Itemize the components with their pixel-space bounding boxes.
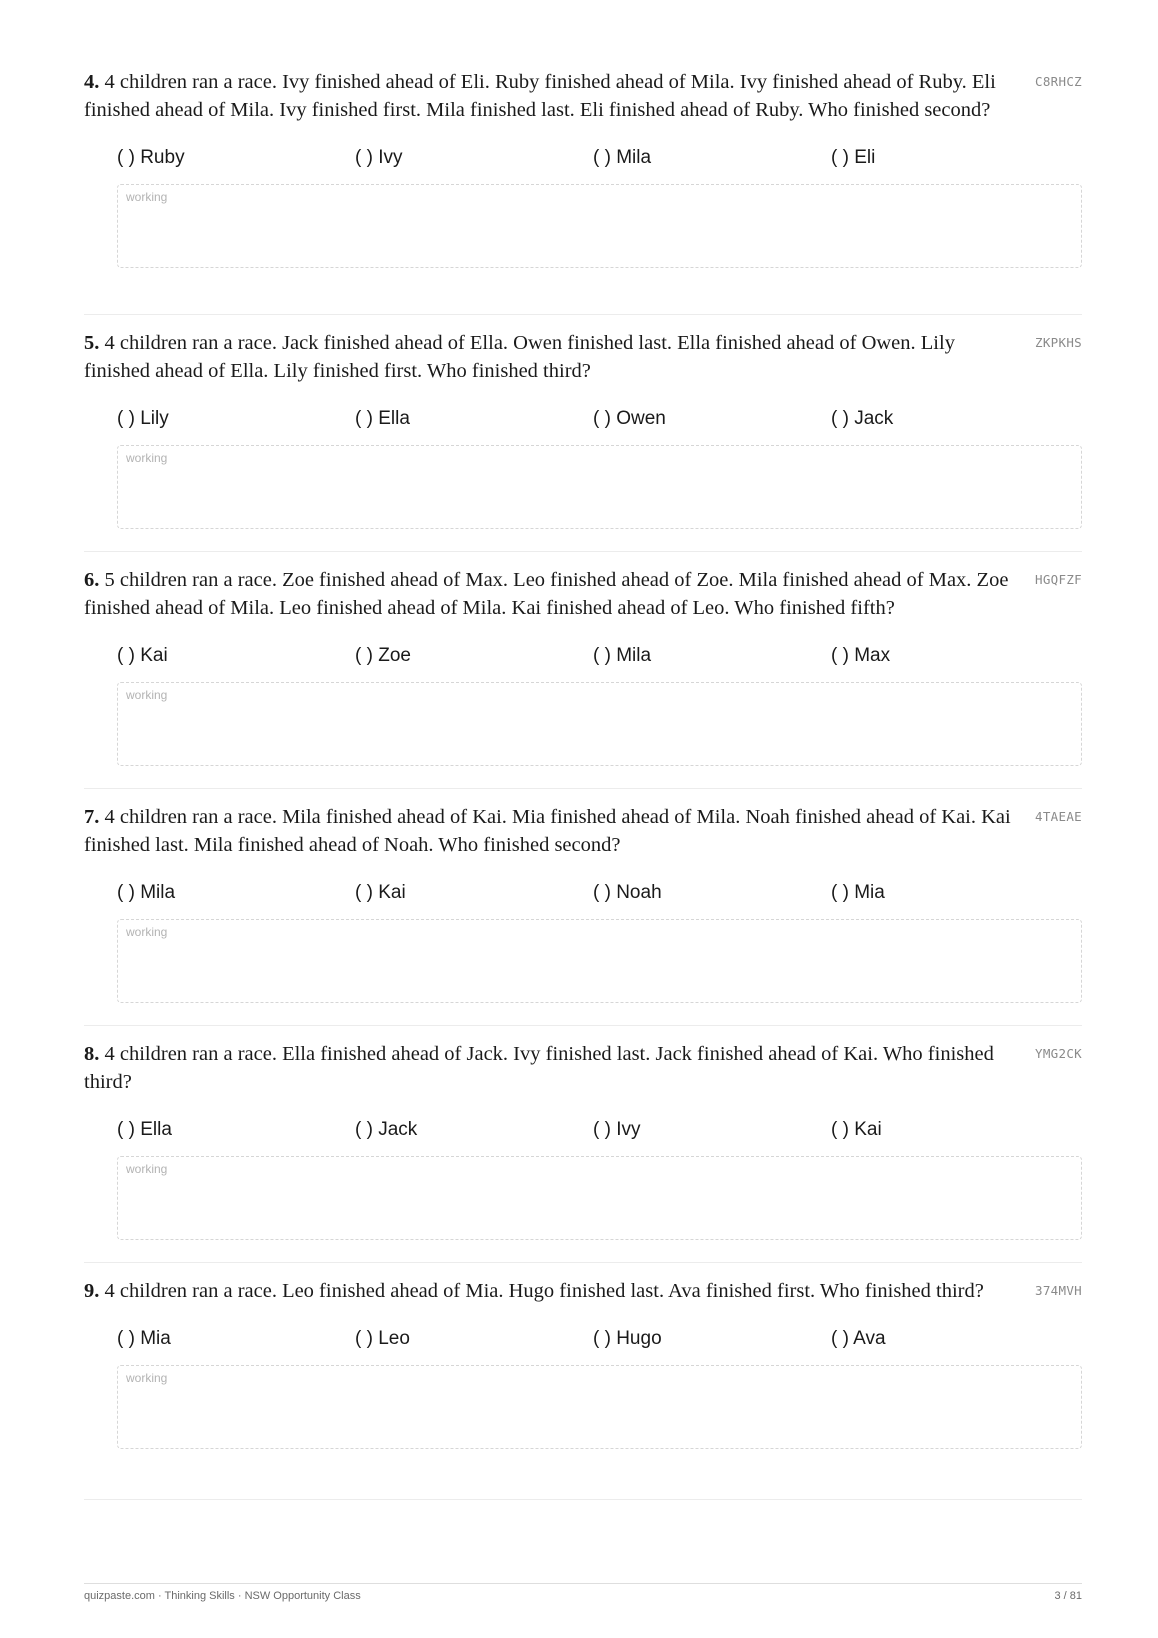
working-label: working — [126, 190, 168, 204]
question-text — [84, 803, 1082, 859]
answer-option[interactable]: ( ) Zoe — [355, 645, 411, 666]
working-label: working — [126, 925, 168, 939]
question-code: ZKPKHS — [1035, 335, 1082, 350]
question-text — [84, 329, 1082, 385]
answer-option[interactable]: ( ) Jack — [831, 408, 894, 429]
answer-options — [117, 1116, 1082, 1144]
answer-option[interactable]: ( ) Mila — [593, 645, 652, 666]
question-code: 374MVH — [1035, 1283, 1082, 1298]
question-text — [84, 68, 1082, 124]
page-footer — [84, 1583, 1082, 1602]
answer-option[interactable]: ( ) Ava — [831, 1328, 886, 1349]
answer-options — [117, 405, 1082, 433]
working-box[interactable] — [117, 184, 1082, 268]
answer-option[interactable]: ( ) Leo — [355, 1328, 410, 1349]
footer-source: quizpaste.com · Thinking Skills · NSW Opportunity Class — [84, 1590, 361, 1602]
working-label: working — [126, 451, 168, 465]
question-list — [84, 68, 1082, 1500]
answer-option[interactable]: ( ) Noah — [593, 882, 662, 903]
question-prompt: 4 children ran a race. Ivy finished ahead of Eli. Ruby finished ahead of Mila. Ivy finished ahead of Ruby. Eli finished ahead of Mila. Ivy finished first. Mila finished last. Eli finished ahead of Ruby. Who finished second? — [84, 71, 996, 121]
working-label: working — [126, 1162, 168, 1176]
page-number: 3 / 81 — [1054, 1590, 1082, 1602]
working-box[interactable] — [117, 1156, 1082, 1240]
answer-option[interactable]: ( ) Jack — [355, 1119, 418, 1140]
answer-option[interactable]: ( ) Mia — [117, 1328, 171, 1349]
question-5 — [84, 329, 1082, 552]
question-4 — [84, 68, 1082, 315]
answer-option[interactable]: ( ) Ella — [117, 1119, 172, 1140]
working-box[interactable] — [117, 919, 1082, 1003]
question-number: 5. — [84, 332, 100, 354]
question-prompt: 4 children ran a race. Leo finished ahead of Mia. Hugo finished last. Ava finished first. Who finished third? — [104, 1280, 984, 1302]
question-prompt: 4 children ran a race. Mila finished ahead of Kai. Mia finished ahead of Mila. Noah finished ahead of Kai. Kai finished last. Mila finished ahead of Noah. Who finished second? — [84, 806, 1011, 856]
working-label: working — [126, 688, 168, 702]
answer-option[interactable]: ( ) Ella — [355, 408, 410, 429]
working-box[interactable] — [117, 1365, 1082, 1449]
answer-options — [117, 144, 1082, 172]
working-label: working — [126, 1371, 168, 1385]
answer-option[interactable]: ( ) Lily — [117, 408, 169, 429]
answer-option[interactable]: ( ) Kai — [355, 882, 406, 903]
question-text — [84, 566, 1082, 622]
question-9 — [84, 1277, 1082, 1500]
answer-option[interactable]: ( ) Ivy — [593, 1119, 641, 1140]
answer-option[interactable]: ( ) Mila — [117, 882, 176, 903]
question-number: 6. — [84, 569, 100, 591]
answer-option[interactable]: ( ) Mila — [593, 147, 652, 168]
question-text — [84, 1277, 1082, 1305]
working-box[interactable] — [117, 445, 1082, 529]
answer-option[interactable]: ( ) Kai — [117, 645, 168, 666]
answer-options — [117, 1325, 1082, 1353]
question-text — [84, 1040, 1082, 1096]
question-prompt: 4 children ran a race. Jack finished ahead of Ella. Owen finished last. Ella finished ahead of Owen. Lily finished ahead of Ella. Lily finished first. Who finished third? — [84, 332, 955, 382]
question-code: C8RHCZ — [1035, 74, 1082, 89]
answer-option[interactable]: ( ) Mia — [831, 882, 885, 903]
question-number: 4. — [84, 71, 100, 93]
working-box[interactable] — [117, 682, 1082, 766]
answer-option[interactable]: ( ) Eli — [831, 147, 876, 168]
answer-option[interactable]: ( ) Kai — [831, 1119, 882, 1140]
question-number: 8. — [84, 1043, 100, 1065]
question-prompt: 5 children ran a race. Zoe finished ahead of Max. Leo finished ahead of Zoe. Mila finished ahead of Max. Zoe finished ahead of Mila. Leo finished ahead of Mila. Kai finished ahead of Leo. Who finished fifth? — [84, 569, 1009, 619]
answer-option[interactable]: ( ) Hugo — [593, 1328, 662, 1349]
question-6 — [84, 566, 1082, 789]
answer-option[interactable]: ( ) Max — [831, 645, 891, 666]
question-code: YMG2CK — [1035, 1046, 1082, 1061]
question-code: 4TAEAE — [1035, 809, 1082, 824]
question-number: 7. — [84, 806, 100, 828]
answer-option[interactable]: ( ) Ivy — [355, 147, 403, 168]
question-number: 9. — [84, 1280, 100, 1302]
answer-options — [117, 642, 1082, 670]
question-7 — [84, 803, 1082, 1026]
answer-option[interactable]: ( ) Owen — [593, 408, 666, 429]
question-prompt: 4 children ran a race. Ella finished ahead of Jack. Ivy finished last. Jack finished ahead of Kai. Who finished third? — [84, 1043, 994, 1093]
question-8 — [84, 1040, 1082, 1263]
answer-option[interactable]: ( ) Ruby — [117, 147, 185, 168]
question-code: HGQFZF — [1035, 572, 1082, 587]
answer-options — [117, 879, 1082, 907]
